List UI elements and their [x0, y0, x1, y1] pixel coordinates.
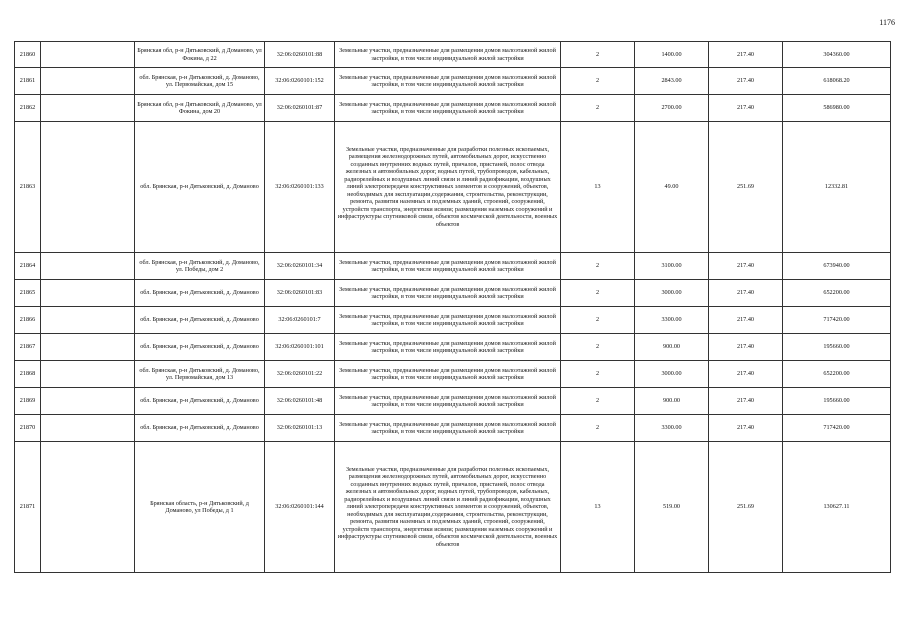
area-cell: 2843.00 [635, 68, 709, 95]
rate-cell: 217.40 [709, 95, 783, 122]
table-row [15, 415, 891, 442]
row-id: 21863 [15, 122, 41, 253]
cadastral-number-cell: 32:06:0260101:133 [265, 122, 335, 253]
empty-cell [41, 122, 135, 253]
table-row [15, 253, 891, 280]
empty-cell [41, 253, 135, 280]
row-id: 21860 [15, 42, 41, 68]
table-row [15, 442, 891, 573]
table-row [15, 388, 891, 415]
address-cell: обл. Брянская, р-н Дятьковский, д. Доманово [135, 334, 265, 361]
table-row [15, 42, 891, 68]
land-purpose-cell: Земельные участки, предназначенные для размещения домов малоэтажной жилой застройки, в том числе индивидуальной жилой застройки [335, 280, 561, 307]
cadastral-value-cell: 717420.00 [783, 307, 891, 334]
cadastral-value-cell: 12332.81 [783, 122, 891, 253]
cadastral-value-cell: 673940.00 [783, 253, 891, 280]
empty-cell [41, 42, 135, 68]
group-cell: 13 [561, 442, 635, 573]
table-body [15, 42, 891, 573]
land-purpose-cell: Земельные участки, предназначенные для разработки полезных ископаемых, размещения железнодорожных путей, автомобильных дорог, искусственно созданных внутренних водных путей, причалов, пристаней, полос отвода железных и автомобильных дорог, водных путей, трубопроводов, кабельных, радиорелейных и воздушных линий связи и линий радиофикации, воздушных линий электропередачи конструктивных элементов и сооружений, объектов, необходимых для эксплуатации,содержания, строительства, реконструкции, ремонта, развития наземных и подземных зданий, строений, сооружений, устройств транспорта, энергетики исвязи; размещения наземных сооружений и инфраструктуры спутниковой связи, объектов космической деятельности, военных объектов [335, 122, 561, 253]
area-cell: 519.00 [635, 442, 709, 573]
address-cell: обл. Брянская, р-н Дятьковский, д. Доманово [135, 280, 265, 307]
table-row [15, 95, 891, 122]
land-purpose-cell: Земельные участки, предназначенные для размещения домов малоэтажной жилой застройки, в том числе индивидуальной жилой застройки [335, 334, 561, 361]
row-id: 21870 [15, 415, 41, 442]
table-row [15, 122, 891, 253]
group-cell: 2 [561, 68, 635, 95]
rate-cell: 217.40 [709, 307, 783, 334]
cadastral-number-cell: 32:06:0260101:7 [265, 307, 335, 334]
area-cell: 900.00 [635, 388, 709, 415]
table-row [15, 361, 891, 388]
group-cell: 2 [561, 388, 635, 415]
address-cell: обл. Брянская, р-н Дятьковский, д. Доманово, ул. Победы, дом 2 [135, 253, 265, 280]
page-number: 1176 [879, 18, 895, 27]
row-id: 21871 [15, 442, 41, 573]
cadastral-number-cell: 32:06:0260101:101 [265, 334, 335, 361]
address-cell: обл. Брянская, р-н Дятьковский, д. Доманово, ул. Первомайская, дом 15 [135, 68, 265, 95]
land-purpose-cell: Земельные участки, предназначенные для размещения домов малоэтажной жилой застройки, в том числе индивидуальной жилой застройки [335, 361, 561, 388]
cadastral-number-cell: 32:06:0260101:22 [265, 361, 335, 388]
cadastral-value-cell: 618068.20 [783, 68, 891, 95]
address-cell: Брянская обл, р-н Дятьковский, д Доманово, ул Фокина, д 22 [135, 42, 265, 68]
rate-cell: 217.40 [709, 388, 783, 415]
area-cell: 3300.00 [635, 415, 709, 442]
row-id: 21869 [15, 388, 41, 415]
rate-cell: 251.69 [709, 442, 783, 573]
rate-cell: 217.40 [709, 415, 783, 442]
empty-cell [41, 415, 135, 442]
table-row [15, 280, 891, 307]
land-purpose-cell: Земельные участки, предназначенные для размещения домов малоэтажной жилой застройки, в том числе индивидуальной жилой застройки [335, 253, 561, 280]
cadastral-number-cell: 32:06:0260101:87 [265, 95, 335, 122]
address-cell: Брянская обл, р-н Дятьковский, д Доманово, ул Фокина, дом 20 [135, 95, 265, 122]
table-row [15, 334, 891, 361]
land-purpose-cell: Земельные участки, предназначенные для размещения домов малоэтажной жилой застройки, в том числе индивидуальной жилой застройки [335, 95, 561, 122]
group-cell: 2 [561, 361, 635, 388]
land-purpose-cell: Земельные участки, предназначенные для разработки полезных ископаемых, размещения железнодорожных путей, автомобильных дорог, искусственно созданных внутренних водных путей, причалов, пристаней, полос отвода железных и автомобильных дорог, водных путей, трубопроводов, кабельных, радиорелейных и воздушных линий связи и линий радиофикации, воздушных линий электропередачи конструктивных элементов и сооружений, объектов, необходимых для эксплуатации,содержания, строительства, реконструкции, ремонта, развития наземных и подземных зданий, строений, сооружений, устройств транспорта, энергетики исвязи; размещения наземных сооружений и инфраструктуры спутниковой связи, объектов космической деятельности, военных объектов [335, 442, 561, 573]
area-cell: 3100.00 [635, 253, 709, 280]
land-purpose-cell: Земельные участки, предназначенные для размещения домов малоэтажной жилой застройки, в том числе индивидуальной жилой застройки [335, 68, 561, 95]
cadastral-number-cell: 32:06:0260101:144 [265, 442, 335, 573]
rate-cell: 217.40 [709, 68, 783, 95]
cadastral-number-cell: 32:06:0260101:34 [265, 253, 335, 280]
land-purpose-cell: Земельные участки, предназначенные для размещения домов малоэтажной жилой застройки, в том числе индивидуальной жилой застройки [335, 415, 561, 442]
address-cell: обл. Брянская, р-н Дятьковский, д. Доманово, ул. Первомайская, дом 13 [135, 361, 265, 388]
row-id: 21862 [15, 95, 41, 122]
group-cell: 2 [561, 307, 635, 334]
group-cell: 2 [561, 253, 635, 280]
row-id: 21866 [15, 307, 41, 334]
group-cell: 2 [561, 334, 635, 361]
rate-cell: 217.40 [709, 334, 783, 361]
cadastral-value-cell: 195660.00 [783, 334, 891, 361]
cadastral-value-cell: 586980.00 [783, 95, 891, 122]
table-row [15, 307, 891, 334]
area-cell: 1400.00 [635, 42, 709, 68]
group-cell: 2 [561, 42, 635, 68]
cadastral-value-cell: 195660.00 [783, 388, 891, 415]
cadastral-value-cell: 652200.00 [783, 361, 891, 388]
empty-cell [41, 307, 135, 334]
cadastral-value-cell: 652200.00 [783, 280, 891, 307]
rate-cell: 217.40 [709, 280, 783, 307]
row-id: 21868 [15, 361, 41, 388]
empty-cell [41, 68, 135, 95]
empty-cell [41, 280, 135, 307]
rate-cell: 217.40 [709, 253, 783, 280]
cadastral-number-cell: 32:06:0260101:13 [265, 415, 335, 442]
address-cell: обл. Брянская, р-н Дятьковский, д. Доманово [135, 388, 265, 415]
cadastral-value-cell: 304360.00 [783, 42, 891, 68]
rate-cell: 251.69 [709, 122, 783, 253]
cadastral-value-cell: 717420.00 [783, 415, 891, 442]
row-id: 21864 [15, 253, 41, 280]
rate-cell: 217.40 [709, 42, 783, 68]
area-cell: 2700.00 [635, 95, 709, 122]
area-cell: 3300.00 [635, 307, 709, 334]
address-cell: обл. Брянская, р-н Дятьковский, д. Доманово [135, 415, 265, 442]
table-row [15, 68, 891, 95]
area-cell: 3000.00 [635, 361, 709, 388]
area-cell: 3000.00 [635, 280, 709, 307]
group-cell: 2 [561, 280, 635, 307]
land-registry-table [14, 41, 891, 573]
address-cell: обл. Брянская, р-н Дятьковский, д. Доманово [135, 307, 265, 334]
cadastral-number-cell: 32:06:0260101:88 [265, 42, 335, 68]
area-cell: 900.00 [635, 334, 709, 361]
group-cell: 13 [561, 122, 635, 253]
row-id: 21861 [15, 68, 41, 95]
cadastral-number-cell: 32:06:0260101:83 [265, 280, 335, 307]
area-cell: 49.00 [635, 122, 709, 253]
empty-cell [41, 442, 135, 573]
land-purpose-cell: Земельные участки, предназначенные для размещения домов малоэтажной жилой застройки, в том числе индивидуальной жилой застройки [335, 388, 561, 415]
address-cell: обл. Брянская, р-н Дятьковский, д. Доманово [135, 122, 265, 253]
cadastral-value-cell: 130627.11 [783, 442, 891, 573]
row-id: 21865 [15, 280, 41, 307]
empty-cell [41, 334, 135, 361]
address-cell: Брянская область, р-н Дятьковский, д Доманово, ул Победы, д 1 [135, 442, 265, 573]
land-purpose-cell: Земельные участки, предназначенные для размещения домов малоэтажной жилой застройки, в том числе индивидуальной жилой застройки [335, 307, 561, 334]
empty-cell [41, 388, 135, 415]
group-cell: 2 [561, 95, 635, 122]
land-purpose-cell: Земельные участки, предназначенные для размещения домов малоэтажной жилой застройки, в том числе индивидуальной жилой застройки [335, 42, 561, 68]
empty-cell [41, 95, 135, 122]
rate-cell: 217.40 [709, 361, 783, 388]
cadastral-number-cell: 32:06:0260101:48 [265, 388, 335, 415]
row-id: 21867 [15, 334, 41, 361]
cadastral-number-cell: 32:06:0260101:152 [265, 68, 335, 95]
group-cell: 2 [561, 415, 635, 442]
empty-cell [41, 361, 135, 388]
